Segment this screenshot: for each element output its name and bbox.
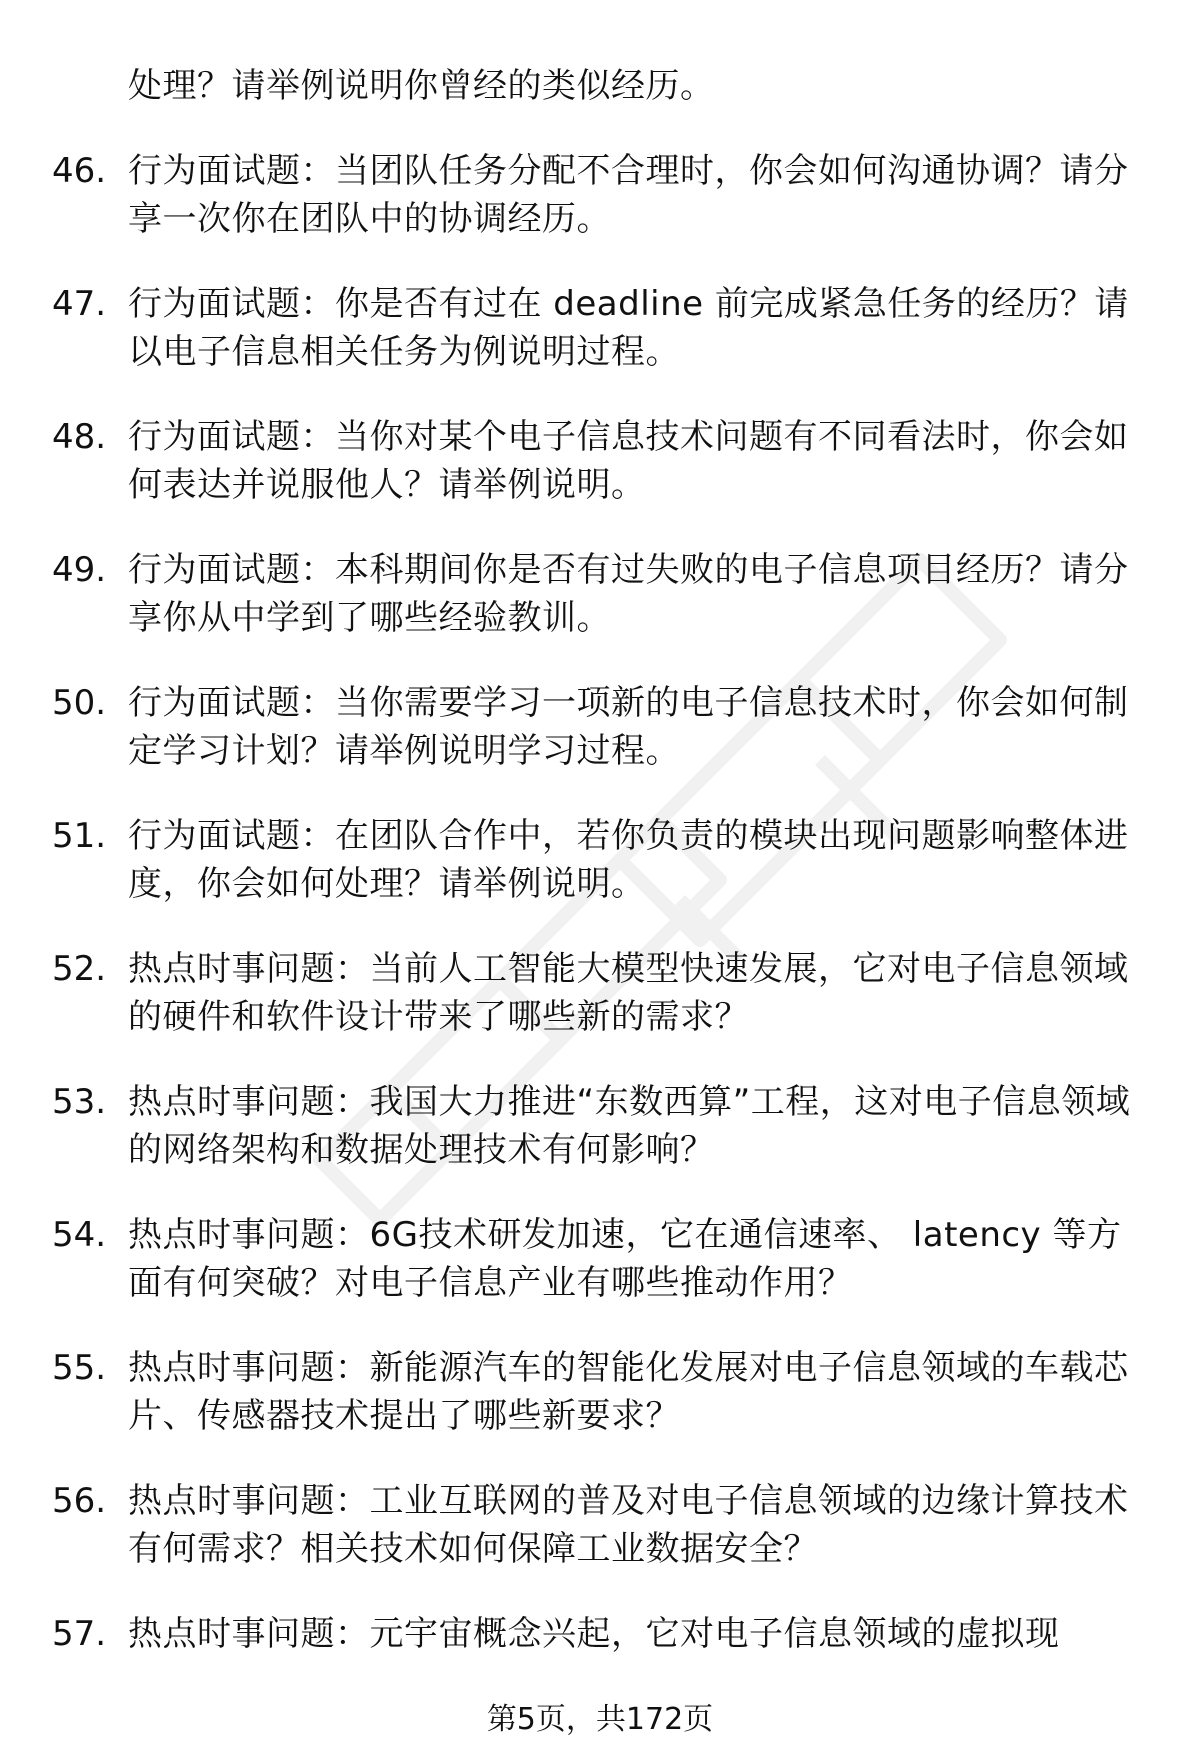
list-item bbox=[0, 1477, 1200, 1573]
item-text: 热点时事问题：当前人工智能大模型快速发展，它对电子信息领域的硬件和软件设计带来了哪些新的需求？ bbox=[128, 949, 1129, 1037]
item-number: 53. bbox=[52, 1082, 107, 1122]
continuation-paragraph bbox=[0, 62, 1200, 110]
item-text: 行为面试题：当你对某个电子信息技术问题有不同看法时，你会如何表达并说服他人？请举例说明。 bbox=[128, 417, 1129, 505]
item-number: 46. bbox=[52, 151, 107, 191]
list-item bbox=[0, 1211, 1200, 1307]
list-item bbox=[0, 1610, 1200, 1658]
list-item bbox=[0, 945, 1200, 1041]
item-text: 行为面试题：当你需要学习一项新的电子信息技术时，你会如何制定学习计划？请举例说明学习过程。 bbox=[128, 683, 1129, 771]
item-text: 热点时事问题：元宇宙概念兴起，它对电子信息领域的虚拟现 bbox=[128, 1614, 1060, 1654]
item-number: 51. bbox=[52, 816, 107, 856]
item-number: 49. bbox=[52, 550, 107, 590]
item-text: 热点时事问题：工业互联网的普及对电子信息领域的边缘计算技术有何需求？相关技术如何保障工业数据安全？ bbox=[128, 1481, 1129, 1569]
list-item bbox=[0, 413, 1200, 509]
list-item bbox=[0, 679, 1200, 775]
item-text: 行为面试题：当团队任务分配不合理时，你会如何沟通协调？请分享一次你在团队中的协调经历。 bbox=[128, 151, 1129, 239]
question-list bbox=[0, 62, 1200, 1658]
item-text: 热点时事问题：我国大力推进“东数西算”工程，这对电子信息领域的网络架构和数据处理技术有何影响？ bbox=[128, 1082, 1131, 1170]
item-number: 50. bbox=[52, 683, 107, 723]
item-number: 57. bbox=[52, 1614, 107, 1654]
item-text: 热点时事问题：6G技术研发加速，它在通信速率、 latency 等方面有何突破？对电子信息产业有哪些推动作用？ bbox=[128, 1215, 1122, 1303]
item-number: 55. bbox=[52, 1348, 107, 1388]
list-item bbox=[0, 546, 1200, 642]
item-number: 56. bbox=[52, 1481, 107, 1521]
list-item bbox=[0, 1078, 1200, 1174]
list-item bbox=[0, 812, 1200, 908]
item-text: 行为面试题：在团队合作中，若你负责的模块出现问题影响整体进度，你会如何处理？请举例说明。 bbox=[128, 816, 1129, 904]
list-item bbox=[0, 280, 1200, 376]
continuation-text: 处理？请举例说明你曾经的类似经历。 bbox=[128, 66, 715, 106]
item-text: 行为面试题：本科期间你是否有过失败的电子信息项目经历？请分享你从中学到了哪些经验教训。 bbox=[128, 550, 1129, 638]
item-number: 52. bbox=[52, 949, 107, 989]
page-footer: 第5页，共172页 bbox=[486, 1702, 714, 1737]
item-text: 行为面试题：你是否有过在 deadline 前完成紧急任务的经历？请以电子信息相关任务为例说明过程。 bbox=[128, 284, 1129, 372]
item-number: 48. bbox=[52, 417, 107, 457]
item-number: 47. bbox=[52, 284, 107, 324]
item-text: 热点时事问题：新能源汽车的智能化发展对电子信息领域的车载芯片、传感器技术提出了哪些新要求？ bbox=[128, 1348, 1129, 1436]
item-number: 54. bbox=[52, 1215, 107, 1255]
list-item bbox=[0, 1344, 1200, 1440]
list-item bbox=[0, 147, 1200, 243]
